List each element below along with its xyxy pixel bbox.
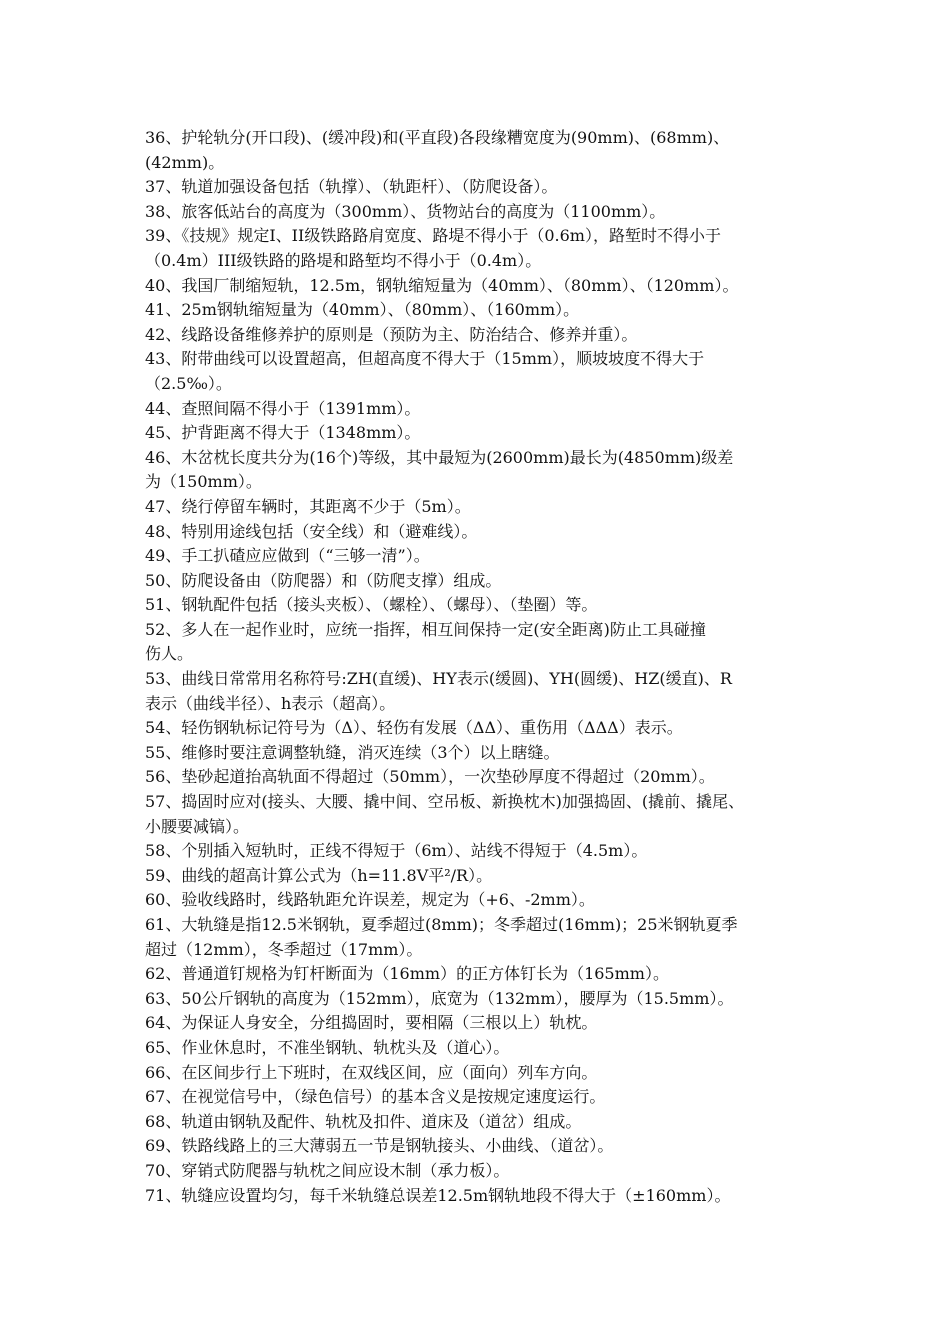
- document-line: 65、作业休息时，不准坐钢轨、轨枕头及（道心）。: [145, 1037, 510, 1057]
- document-line: 61、大轨缝是指12.5米钢轨，夏季超过(8mm)；冬季超过(16mm)；25米钢轨夏季: [145, 915, 738, 934]
- document-line: 48、特别用途线包括（安全线）和（避难线）。: [145, 521, 478, 541]
- document-line: 38、旅客低站台的高度为（300mm）、货物站台的高度为（1100mm）。: [145, 201, 666, 221]
- document-line: 63、50公斤钢轨的高度为（152mm），底宽为（132mm），腰厚为（15.5mm）。: [145, 988, 734, 1008]
- document-line: 37、轨道加强设备包括（轨撑）、（轨距杆）、（防爬设备）。: [145, 177, 558, 197]
- document-line: （2.5‰）。: [145, 373, 232, 393]
- document-line: 71、轨缝应设置均匀，每千米轨缝总误差12.5m钢轨地段不得大于（±160mm）。: [145, 1185, 731, 1205]
- document-line: 伤人。: [145, 644, 194, 664]
- document-line: 40、我国厂制缩短轨，12.5m，钢轨缩短量为（40mm）、（80mm）、（120mm）。: [145, 275, 739, 295]
- document-line: 53、曲线日常常用名称符号:ZH(直缓)、HY表示(缓圆)、YH(圆缓)、HZ(缓直)、R: [145, 669, 732, 689]
- document-line: 51、钢轨配件包括（接头夹板）、（螺栓）、（螺母）、（垫圈）等。: [145, 595, 598, 615]
- document-line: 59、曲线的超高计算公式为（h=11.8V平²/R）。: [145, 865, 493, 885]
- document-body: [145, 126, 815, 1208]
- document-line: 44、查照间隔不得小于（1391mm）。: [145, 398, 421, 418]
- document-line: 表示（曲线半径）、h表示（超高）。: [145, 693, 396, 713]
- document-line: 小腰要减镐）。: [145, 816, 250, 836]
- document-line: 49、手工扒碴应应做到（“三够一清”）。: [145, 546, 430, 566]
- document-line: 70、穿销式防爬器与轨枕之间应设木制（承力板）。: [145, 1160, 510, 1180]
- document-line: 62、普通道钉规格为钉杆断面为（16mm）的正方体钉长为（165mm）。: [145, 964, 669, 984]
- document-line: 46、木岔枕长度共分为(16个)等级，其中最短为(2600mm)最长为(4850mm)级差: [145, 447, 734, 467]
- document-line: 47、绕行停留车辆时，其距离不少于（5m）。: [145, 496, 471, 516]
- document-line: 39、《技规》规定I、II级铁路路肩宽度、路堤不得小于（0.6m），路堑时不得小于: [145, 226, 721, 246]
- document-line: 64、为保证人身安全，分组捣固时，要相隔（三根以上）轨枕。: [145, 1013, 598, 1033]
- document-line: 56、垫砂起道抬高轨面不得超过（50mm），一次垫砂厚度不得超过（20mm）。: [145, 767, 715, 787]
- document-line: 66、在区间步行上下班时，在双线区间，应（面向）列车方向。: [145, 1062, 598, 1082]
- document-line: 58、个别插入短轨时，正线不得短于（6m）、站线不得短于（4.5m）。: [145, 841, 648, 861]
- document-line: 50、防爬设备由（防爬器）和（防爬支撑）组成。: [145, 570, 502, 590]
- document-line: 57、捣固时应对(接头、大腰、撬中间、空吊板、新换枕木)加强捣固、(撬前、撬尾、: [145, 792, 745, 812]
- document-line: (42mm)。: [145, 152, 225, 172]
- document-line: 为（150mm）。: [145, 472, 262, 492]
- document-line: 42、线路设备维修养护的原则是（预防为主、防治结合、修养并重）。: [145, 324, 638, 344]
- document-line: 36、护轮轨分(开口段)、(缓冲段)和(平直段)各段缘糟宽度为(90mm)、(68mm)、: [145, 128, 730, 147]
- document-line: 41、25m钢轨缩短量为（40mm）、（80mm）、（160mm）。: [145, 300, 580, 320]
- document-line: 60、验收线路时，线路轨距允许误差，规定为（+6、-2mm）。: [145, 890, 595, 910]
- document-line: 68、轨道由钢轨及配件、轨枕及扣件、道床及（道岔）组成。: [145, 1111, 582, 1131]
- document-line: 67、在视觉信号中，（绿色信号）的基本含义是按规定速度运行。: [145, 1087, 606, 1107]
- document-line: （0.4m）III级铁路的路堤和路堑均不得小于（0.4m）。: [145, 250, 542, 270]
- document-line: 45、护背距离不得大于（1348mm）。: [145, 423, 421, 443]
- document-line: 43、附带曲线可以设置超高，但超高度不得大于（15mm），顺坡坡度不得大于: [145, 349, 705, 369]
- document-line: 54、轻伤钢轨标记符号为（Δ）、轻伤有发展（ΔΔ）、重伤用（ΔΔΔ）表示。: [145, 718, 683, 738]
- document-line: 超过（12mm），冬季超过（17mm）。: [145, 939, 423, 959]
- document-line: 55、维修时要注意调整轨缝，消灭连续（3个）以上瞎缝。: [145, 742, 560, 762]
- document-line: 52、多人在一起作业时，应统一指挥，相互间保持一定(安全距离)防止工具碰撞: [145, 619, 706, 639]
- document-line: 69、铁路线路上的三大薄弱五一节是钢轨接头、小曲线、（道岔）。: [145, 1136, 614, 1156]
